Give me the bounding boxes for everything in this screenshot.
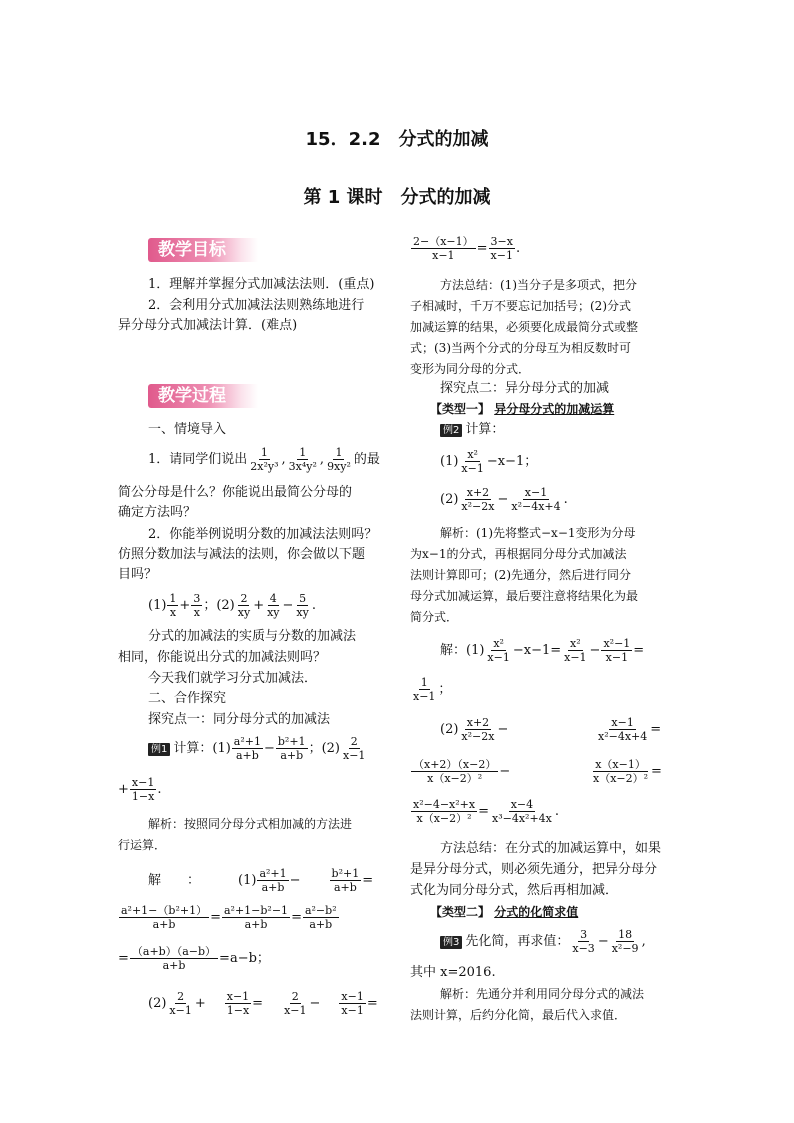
s1-frac-2: $\frac{\text{b²+1}}{a+b}$ [331,867,360,894]
banner-teaching-goals: 教学目标 [148,238,258,262]
question-2-line2: 仿照分数加法与减法的法则，你会做以下题 [118,547,366,562]
summary-1b: 子相减时，千万不要忘记加括号；(2)分式 [410,299,631,313]
ex-frac-5: $\frac{5}{xy}$ [296,592,309,619]
ex2-frac-3: $\frac{x-1}{\text{x²−4x+4}}$ [511,486,561,513]
s1-frac-5: $\frac{\text{a²−b²}}{a+b}$ [304,904,337,931]
q2-frac-3: $\frac{(x+2)(x-2)}{\text{x（x−2）²}}$ [413,758,497,785]
s2-frac-3: $\frac{2}{x-1}$ [284,990,307,1017]
banner-teaching-process: 教学过程 [148,384,258,408]
analysis-2d: 母分式加减运算，最后要注意将结果化为最 [410,589,639,603]
ex-frac-2: $\frac{3}{x}$ [193,592,201,619]
q2-frac-2: $\frac{x-1}{\text{x²−4x+4}}$ [598,716,648,743]
example-3-where: 其中 x=2016. [410,965,496,980]
solution-2-part-1-result: $\frac{1}{x-1}$ ； [413,676,452,703]
ex2-frac-1: $\frac{\text{x²}}{x-1}$ [461,448,484,475]
example-3: 例3 先化简，再求值： $\frac{3}{x-3}$ − $\frac{18}{\text{x²−9}}$ , [440,928,646,955]
question-2-line1: 2．你能举例说明分数的加减法法则吗？ [148,527,378,542]
example-2: 例2 计算： [440,421,504,439]
ex1-frac-2: $\frac{\text{b²+1}}{a+b}$ [277,735,306,762]
summary-1e: 变形为同分母的分式． [410,362,531,376]
solution-1-line2: $\frac{\text{a²+1−（b²+1）}}{a+b}$ = $\frac{\text{a²+1−b²−1}}{a+b}$ = $\frac{\text{a²−b²}}{a+b}$ [121,904,337,931]
intro-heading: 一、情境导入 [148,422,227,437]
analysis-3a: 解析：先通分并利用同分母分式的减法 [440,987,645,1001]
solution-2-part-2-line2: $\frac{(x+2)(x-2)}{\text{x（x−2）²}}$ − $\frac{x(x-1)}{\text{x（x−2）²}}$ = [413,758,662,785]
summary-2a: 方法总结：在分式的加减运算中，如果 [440,841,662,856]
summary-1a: 方法总结：(1)当分子是多项式，把分 [440,278,637,292]
explore-point-2: 探究点二：异分母分式的加减 [440,381,610,396]
ex-frac-4: $\frac{4}{xy}$ [267,592,280,619]
analysis-2a: 解析：(1)先将整式−x−1变形为分母 [440,526,636,540]
question-3-line2: 相同，你能说出分式的加减法则吗？ [118,650,327,665]
question-1-line3: 确定方法吗？ [118,505,197,520]
summary-1c: 加减运算的结果，必须要化成最简分式或整 [410,320,639,334]
summary-2c: 式化为同分母分式，然后再相加减． [410,883,619,898]
q1-frac-3: $\frac{1}{\text{9xy²}}$ [327,446,351,473]
summary-2b: 是异分母分式，则必须先通分，把异分母分 [410,862,658,877]
ex2-frac-2: $\frac{x+2}{\text{x²−2x}}$ [461,486,495,513]
q1-frac-1: $\frac{1}{\text{2x²y³}}$ [250,446,279,473]
ex1-frac-4: $\frac{x-1}{1-x}$ [131,776,155,803]
question-1-line1: 1．请同学们说出 $\frac{1}{\text{2x²y³}}$ , $\frac{1}{\text{3x⁴y²}}$ , $\frac{1}{\text{9xy²}}$ 的最 [148,446,380,473]
s1-frac-1: $\frac{\text{a²+1}}{a+b}$ [259,867,287,894]
cooperation-heading: 二、合作探究 [148,691,227,706]
summary-1d: 式；(3)当两个分式的分母互为相反数时可 [410,341,631,355]
q-frac-2: $\frac{\text{x²}}{x-1}$ [564,637,587,664]
question-2-line3: 目吗？ [118,567,158,582]
analysis-2c: 法则计算即可；(2)先通分，然后进行同分 [410,568,631,582]
analysis-2b: 为x−1的分式，再根据同分母分式加减法 [410,547,627,561]
type-1-heading: 【类型一】 异分母分式的加减运算 [430,402,615,416]
solution-2-part-2-line1: (2) $\frac{x+2}{\text{x²−2x}}$ − $\frac{x-1}{\text{x²−4x+4}}$ = [440,716,662,743]
analysis-2e: 简分式． [410,610,459,624]
q1-frac-2: $\frac{1}{\text{3x⁴y²}}$ [288,446,317,473]
s2-frac-4: $\frac{x-1}{x-1}$ [341,990,364,1017]
s1-frac-6: $\frac{(a+b)(a-b)}{a+b}$ [131,945,217,972]
example-1-cont: + $\frac{x-1}{1-x}$ . [118,776,162,803]
s2-frac-1: $\frac{2}{x-1}$ [169,990,192,1017]
section-title: 15．2.2 分式的加减 [305,129,489,150]
ex3-frac-1: $\frac{3}{x-3}$ [572,928,595,955]
q2-frac-5: $\frac{\text{x²−4−x²+x}}{\text{x（x−2）²}}$ [413,798,476,825]
example-1-badge: 例1 [148,743,170,756]
type-2-heading: 【类型二】 分式的化简求值 [430,905,579,919]
goal-2b: 异分母分式加减法计算．(难点) [118,318,298,333]
s1-frac-4: $\frac{\text{a²+1−b²−1}}{a+b}$ [223,904,289,931]
example-2-badge: 例2 [440,424,462,437]
example-2-part-1: (1) $\frac{\text{x²}}{x-1}$ −x−1； [440,448,538,475]
solution-1-line1: 解 ： (1) $\frac{\text{a²+1}}{a+b}$ − $\frac{\text{b²+1}}{a+b}$ = [148,867,374,894]
example-1-analysis-b: 行运算． [118,838,167,852]
example-2-part-2: (2) $\frac{x+2}{\text{x²−2x}}$ − $\frac{x-1}{\text{x²−4x+4}}$ . [440,486,568,513]
analysis-3b: 法则计算，后约分化简，最后代入求值． [410,1008,627,1022]
s2-frac-2: $\frac{x-1}{1-x}$ [226,990,250,1017]
explore-point-1: 探究点一：同分母分式的加减法 [148,712,331,727]
q1-text-a: 1．请同学们说出 [148,452,248,467]
q2-frac-4: $\frac{x(x-1)}{\text{x（x−2）²}}$ [593,758,649,785]
ex-frac-1: $\frac{1}{x}$ [169,592,177,619]
ex1-frac-1: $\frac{\text{a²+1}}{a+b}$ [233,735,261,762]
q-frac-4: $\frac{1}{x-1}$ [413,676,436,703]
example-1-analysis-a: 解析：按照同分母分式相加减的方法进 [148,817,353,831]
r1-frac-1: $\frac{2-(x-1)}{x-1}$ [413,235,474,262]
question-3-line3: 今天我们就学习分式加减法． [148,671,318,686]
question-1-line2: 简公分母是什么？你能说出最简公分母的 [118,485,353,500]
solution-2-line1: (2) $\frac{2}{x-1}$ + $\frac{x-1}{1-x}$ = $\frac{2}{x-1}$ − $\frac{x-1}{x-1}$ = [148,990,378,1017]
r1-frac-2: $\frac{3-x}{x-1}$ [490,235,513,262]
example-3-badge: 例3 [440,936,462,949]
question-3-line1: 分式的加减法的实质与分数的加减法 [148,629,357,644]
solution-2-part-2-line3: $\frac{\text{x²−4−x²+x}}{\text{x（x−2）²}}$ = $\frac{x-4}{\text{x³−4x²+4x}}$ . [413,798,560,825]
ex1-frac-3: $\frac{2}{x-1}$ [342,735,366,762]
goal-1: 1．理解并掌握分式加减法法则．(重点) [148,277,375,292]
lesson-title: 第 1 课时 分式的加减 [303,187,491,208]
q-frac-3: $\frac{\text{x²−1}}{x-1}$ [603,637,631,664]
ex3-frac-2: $\frac{18}{\text{x²−9}}$ [611,928,639,955]
q-frac-1: $\frac{\text{x²}}{x-1}$ [487,637,510,664]
goal-2a: 2．会利用分式加减法法则熟练地进行 [148,298,365,313]
r-solution-end: $\frac{2-(x-1)}{x-1}$ = $\frac{3-x}{x-1}$ . [413,235,521,262]
s1-frac-3: $\frac{\text{a²+1−（b²+1）}}{a+b}$ [121,904,208,931]
solution-2-part-1: 解：(1) $\frac{\text{x²}}{x-1}$ −x−1= $\frac{\text{x²}}{x-1}$ − $\frac{\text{x²−1}}{x-1}$ = [440,637,645,664]
example-exercise: (1) $\frac{1}{x}$ + $\frac{3}{x}$ ；(2) $\frac{2}{xy}$ + $\frac{4}{xy}$ − $\frac{5}{xy}$ . [148,592,316,619]
example-1: 例1 计算：(1) $\frac{\text{a²+1}}{a+b}$ − $\frac{\text{b²+1}}{a+b}$ ；(2) $\frac{2}{x-1}$ [148,735,368,762]
q2-frac-6: $\frac{x-4}{\text{x³−4x²+4x}}$ [492,798,552,825]
solution-1-line3: = $\frac{(a+b)(a-b)}{a+b}$ =a−b； [118,945,270,972]
ex-frac-3: $\frac{2}{xy}$ [237,592,251,619]
q2-frac-1: $\frac{x+2}{\text{x²−2x}}$ [461,716,495,743]
q1-text-b: 的最 [353,452,380,467]
